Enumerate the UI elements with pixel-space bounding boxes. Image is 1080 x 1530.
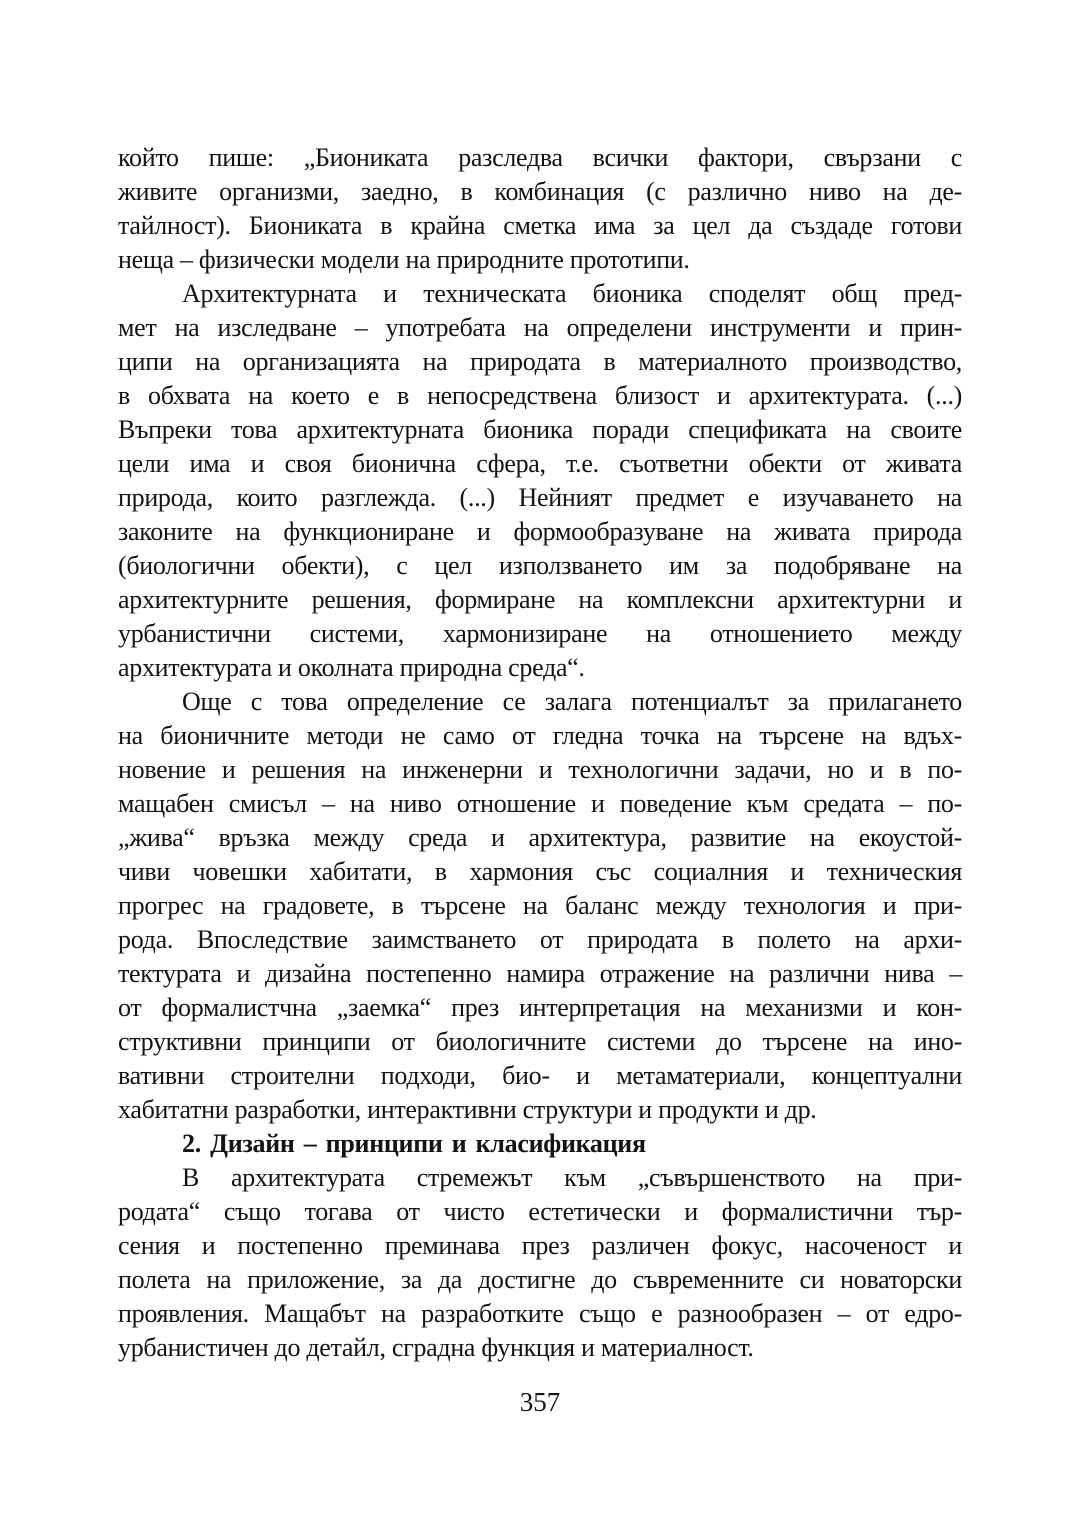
text-line: чиви човешки хабитати, в хармония със социалния и техническия [118, 857, 962, 886]
text-line: (биологични обекти), с цел използването им за подобряване на [118, 551, 962, 580]
text-line: урбанистичен до детайл, сградна функция и материалност. [118, 1333, 754, 1362]
text-line: ципи на организацията на природата в материалното производство, [118, 347, 962, 376]
text-line: от формалистчна „заемка“ през интерпретация на механизми и кон- [118, 993, 962, 1022]
text-line: 2. Дизайн – принципи и класификация [182, 1129, 646, 1158]
text-line: прогрес на градовете, в търсене на баланс между технология и при- [118, 891, 962, 920]
text-line: Архитектурната и техническата бионика споделят общ пред- [182, 279, 962, 308]
text-line: цели има и своя бионична сфера, т.е. съответни обекти от живата [118, 449, 962, 478]
text-line: на бионичните методи не само от гледна точка на търсене на вдъх- [118, 721, 962, 750]
text-line: мащабен смисъл – на ниво отношение и поведение към средата – по- [118, 789, 962, 818]
text-line: хабитатни разработки, интерактивни структури и продукти и др. [118, 1095, 817, 1124]
text-line: В архитектурата стремежът към „съвършенството на при- [182, 1163, 962, 1192]
paragraph [118, 141, 962, 277]
text-line: Въпреки това архитектурната бионика поради спецификата на своите [118, 415, 962, 444]
text-line: сения и постепенно преминава през различен фокус, насоченост и [118, 1231, 962, 1260]
text-line: живите организми, заедно, в комбинация (с различно ниво на де- [118, 177, 962, 206]
text-line: неща – физически модели на природните прототипи. [118, 245, 690, 274]
text-line: проявления. Мащабът на разработките също е разнообразен – от едро- [118, 1299, 962, 1328]
text-line: урбанистични системи, хармонизиране на отношението между [118, 619, 962, 648]
text-line: тектурата и дизайна постепенно намира отражение на различни нива – [118, 959, 962, 988]
text-line: в обхвата на което е в непосредствена близост и архитектурата. (...) [118, 381, 962, 410]
paragraph [118, 1161, 962, 1365]
text-line: новение и решения на инженерни и технологични задачи, но и в по- [118, 755, 962, 784]
text-line: законите на функциониране и формообразуване на живата природа [118, 517, 962, 546]
text-line: природа, които разглежда. (...) Нейният предмет е изучаването на [118, 483, 962, 512]
paragraph [118, 277, 962, 685]
text-line: структивни принципи от биологичните системи до търсене на ино- [118, 1027, 962, 1056]
text-line: полета на приложение, за да достигне до съвременните си новаторски [118, 1265, 962, 1294]
text-line: Още с това определение се залага потенциалът за прилагането [182, 687, 962, 716]
text-line: който пише: „Биониката разследва всички фактори, свързани с [118, 143, 962, 172]
text-line: родата“ също тогава от чисто естетически и формалистични тър- [118, 1197, 962, 1226]
page-number: 357 [519, 1387, 561, 1417]
text-column [118, 141, 962, 1365]
text-line: мет на изследване – употребата на определени инструменти и прин- [118, 313, 962, 342]
text-line: вативни строителни подходи, био- и метаматериали, концептуални [118, 1061, 962, 1090]
section-heading [118, 1127, 962, 1161]
paragraph [118, 685, 962, 1127]
text-line: архитектурата и околната природна среда“. [118, 653, 585, 682]
text-line: „жива“ връзка между среда и архитектура, развитие на екоустой- [118, 823, 962, 852]
text-line: рода. Впоследствие заимстването от природата в полето на архи- [118, 925, 962, 954]
text-line: тайлност). Биониката в крайна сметка има за цел да създаде готови [118, 211, 962, 240]
text-line: архитектурните решения, формиране на комплексни архитектурни и [118, 585, 962, 614]
